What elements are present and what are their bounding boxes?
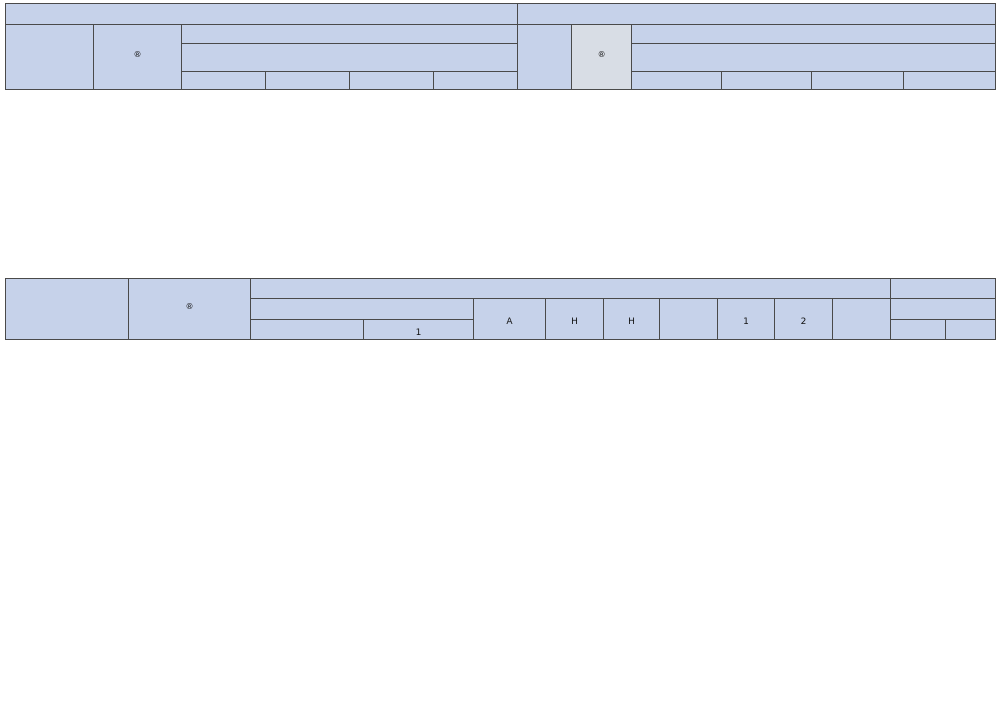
tb-t1-header bbox=[632, 72, 722, 90]
dim-jta-size-header bbox=[6, 279, 129, 340]
bj-title bbox=[6, 4, 518, 25]
dh-small-header bbox=[604, 299, 660, 340]
type-header bbox=[891, 299, 996, 320]
tb-t2-header bbox=[722, 72, 812, 90]
da-header bbox=[474, 299, 546, 340]
dh-sub: H bbox=[571, 316, 578, 327]
registered-mark-2: ® bbox=[597, 49, 606, 59]
dh-header bbox=[546, 299, 604, 340]
registered-mark: ® bbox=[133, 49, 142, 59]
jt-size-header bbox=[518, 25, 572, 90]
d1-sub: 1 bbox=[415, 327, 422, 338]
L-header bbox=[833, 299, 891, 340]
da-sub: A bbox=[506, 316, 513, 327]
tb-t3-header bbox=[812, 72, 904, 90]
tb-torque-header bbox=[632, 25, 996, 44]
stroke-header bbox=[891, 279, 996, 299]
dh-small-sub: H bbox=[628, 316, 635, 327]
e-header bbox=[660, 299, 718, 340]
l1-header bbox=[718, 299, 775, 340]
dim-xl-size-header bbox=[129, 279, 251, 340]
torque-table bbox=[5, 3, 996, 90]
l1-sub: 1 bbox=[743, 316, 749, 327]
l2-sub: 2 bbox=[800, 316, 807, 327]
bore-header bbox=[251, 299, 474, 320]
bj-torque-header bbox=[182, 25, 518, 44]
dimension-table bbox=[5, 278, 996, 340]
registered-mark-3: ® bbox=[185, 302, 194, 312]
bj-t1-header bbox=[182, 72, 266, 90]
bj-stack-header bbox=[182, 44, 518, 72]
d-header bbox=[251, 320, 364, 340]
bj-t4-header bbox=[434, 72, 518, 90]
tb-t4-header bbox=[904, 72, 996, 90]
xl-size-header bbox=[94, 25, 182, 90]
tb-title bbox=[518, 4, 996, 25]
l2-header bbox=[775, 299, 833, 340]
tb-stack-header bbox=[632, 44, 996, 72]
bj-stroke-header bbox=[891, 320, 946, 340]
tb-stroke-header bbox=[946, 320, 996, 340]
bj-t3-header bbox=[350, 72, 434, 90]
d1-header bbox=[364, 320, 474, 340]
jta-size-header bbox=[6, 25, 94, 90]
xl2-size-header bbox=[572, 25, 632, 90]
bj-t2-header bbox=[266, 72, 350, 90]
dim-header bbox=[251, 279, 891, 299]
